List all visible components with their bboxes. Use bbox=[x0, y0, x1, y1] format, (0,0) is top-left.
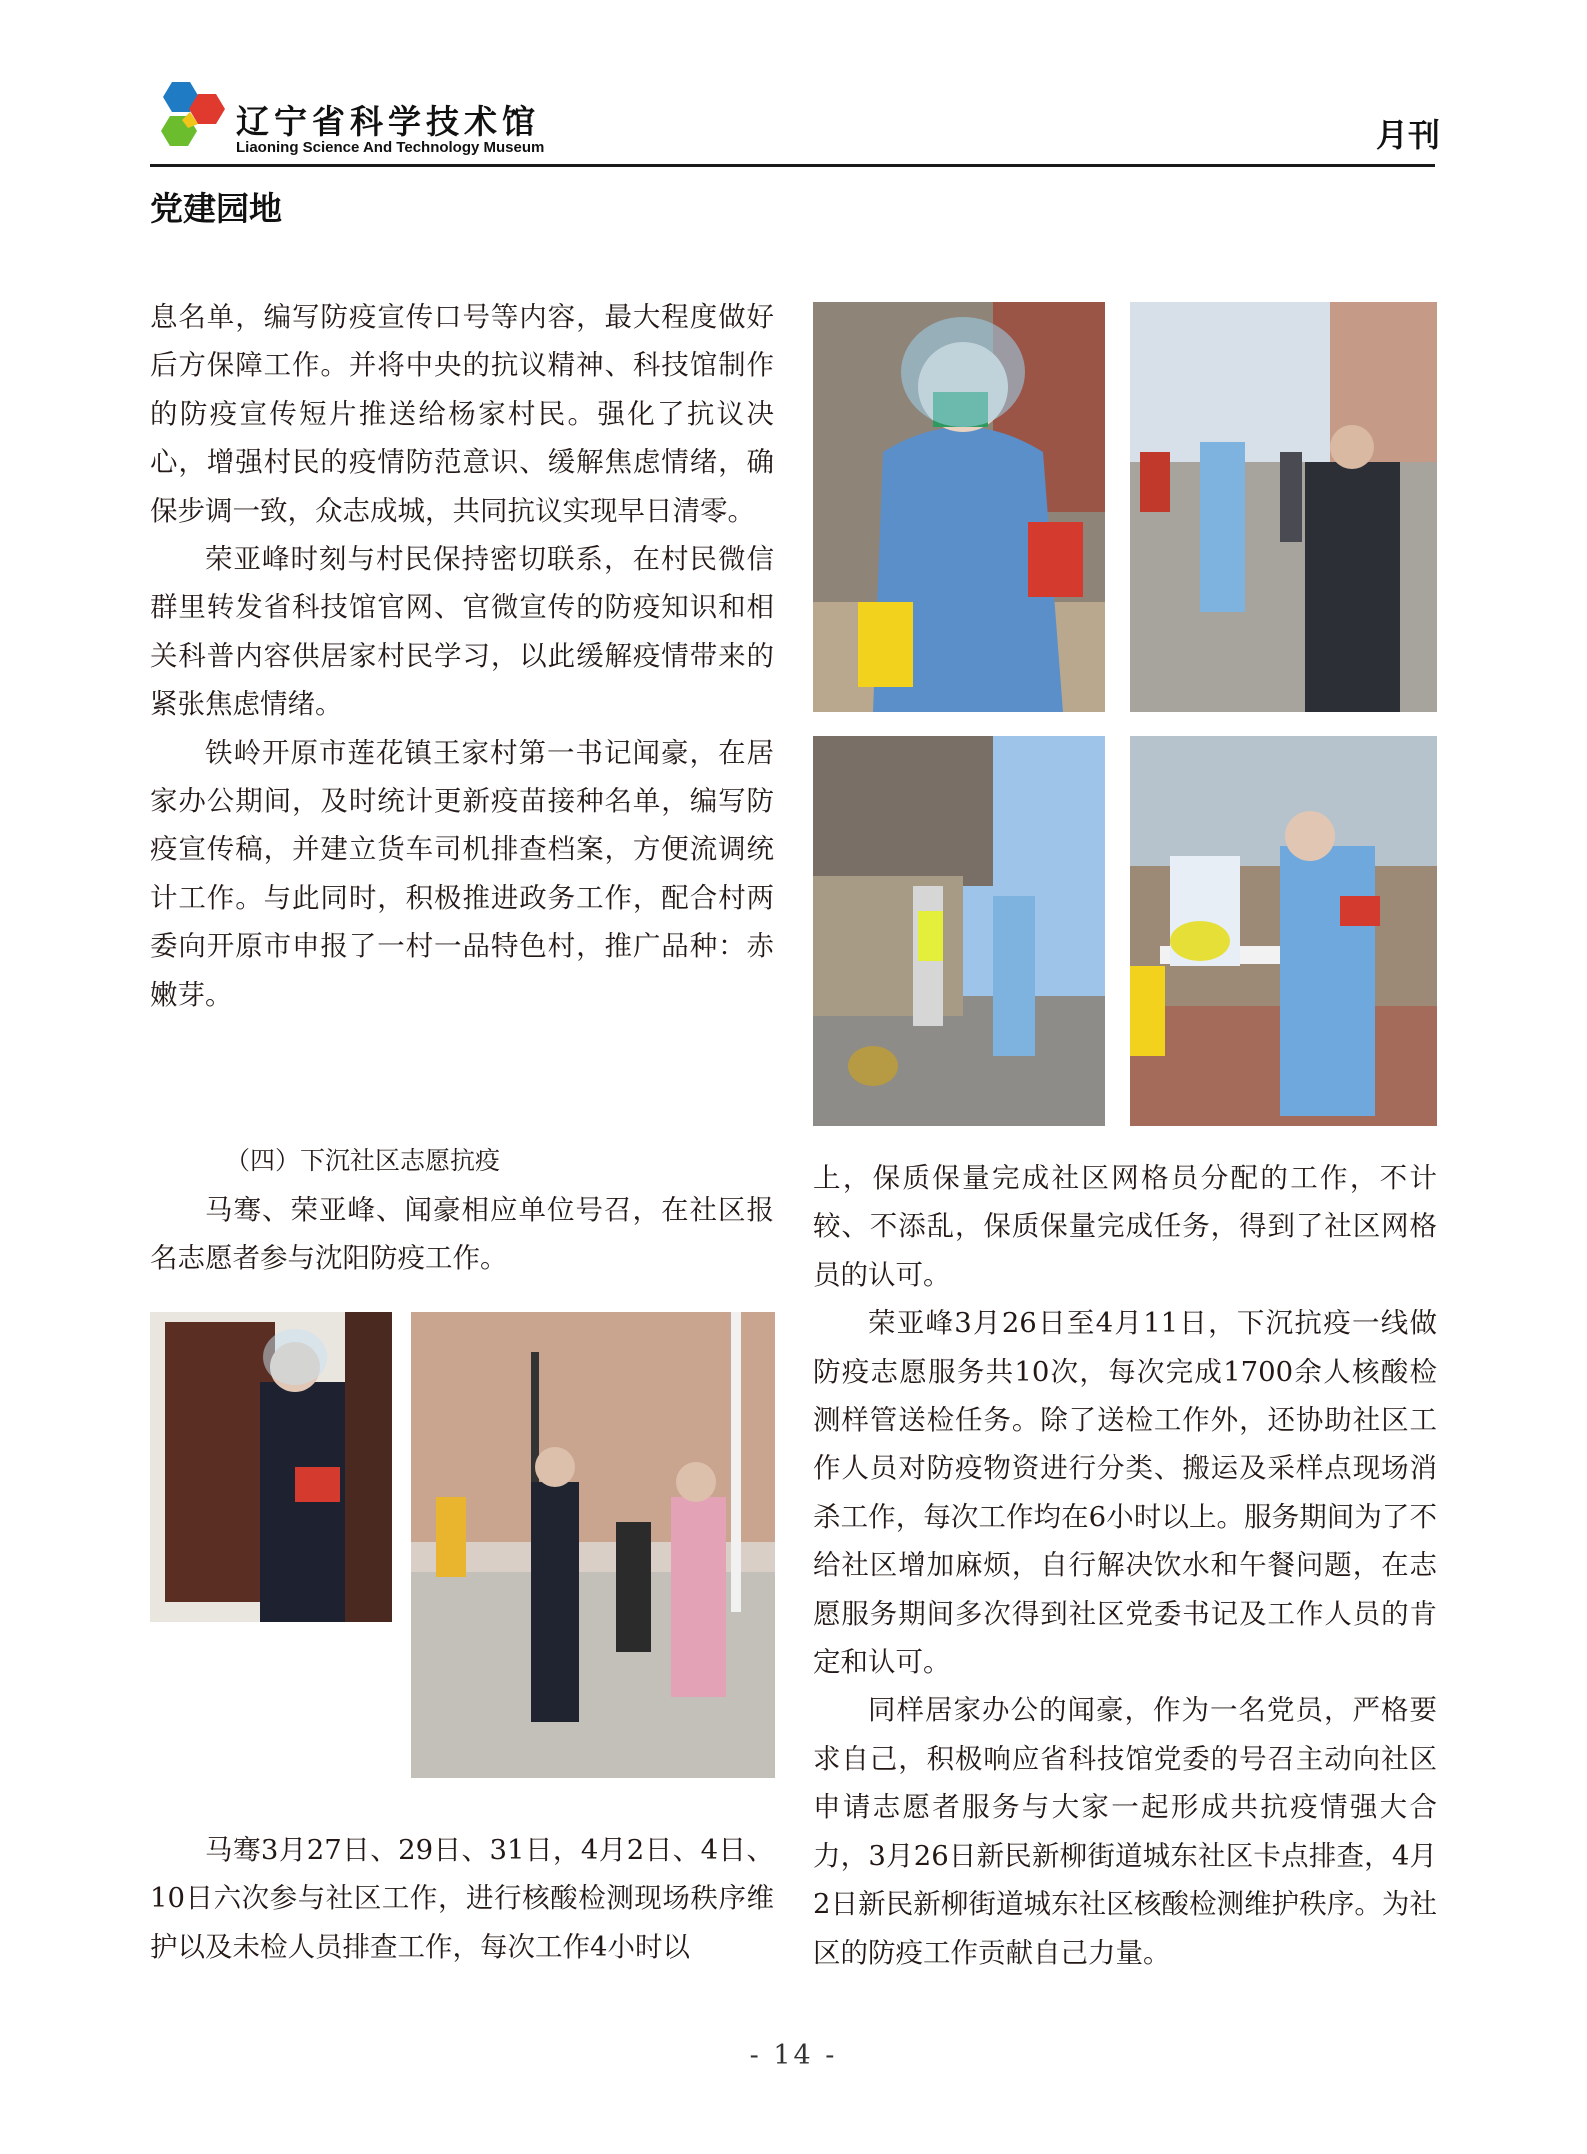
org-name-en: Liaoning Science And Technology Museum bbox=[236, 139, 545, 156]
publication-label: 月刊 bbox=[1376, 116, 1441, 154]
photo-street-volunteers bbox=[1130, 302, 1437, 712]
paragraph: 上，保质保量完成社区网格员分配的工作，不计较、不添乱，保质保量完成任务，得到了社区网格员的认可。 bbox=[813, 1162, 1437, 1291]
photo-courtyard-volunteers bbox=[411, 1312, 775, 1778]
page-number: - 14 - bbox=[749, 2040, 838, 2071]
header-divider bbox=[150, 164, 1435, 167]
paragraph: 马骞3月27日、29日、31日，4月2日、4日、10日六次参与社区工作，进行核酸检测现场秩序维护以及未检人员排查工作，每次工作4小时以 bbox=[150, 1834, 774, 1963]
paragraph: 马骞、荣亚峰、闻豪相应单位号召，在社区报名志愿者参与沈阳防疫工作。 bbox=[150, 1194, 774, 1275]
org-name-cn: 辽宁省科学技术馆 bbox=[236, 102, 540, 141]
left-text-middle bbox=[150, 1106, 774, 1283]
paragraph: 息名单，编写防疫宣传口号等内容，最大程度做好后方保障工作。并将中央的抗议精神、科技馆制作的防疫宣传短片推送给杨家村民。强化了抗议决心，增强村民的疫情防范意识、缓解焦虑情绪，确保步调一致，众志成城，共同抗议实现早日清零。 bbox=[150, 301, 774, 527]
paragraph: 同样居家办公的闻豪，作为一名党员，严格要求自己，积极响应省科技馆党委的号召主动向社区申请志愿者服务与大家一起形成共抗疫情强大合力，3月26日新民新柳街道城东社区卡点排查，4月2日新民新柳街道城东社区核酸检测维护秩序。为社区的防疫工作贡献自己力量。 bbox=[813, 1694, 1437, 1969]
photo-vehicle-handover bbox=[813, 736, 1105, 1126]
paragraph: 荣亚峰时刻与村民保持密切联系，在村民微信群里转发省科技馆官网、官微宣传的防疫知识和相关科普内容供居家村民学习，以此缓解疫情带来的紧张焦虑情绪。 bbox=[150, 543, 774, 721]
museum-logo-icon bbox=[150, 80, 230, 160]
right-text bbox=[813, 1154, 1437, 1977]
photo-volunteer-armband bbox=[813, 302, 1105, 712]
photo-testing-station bbox=[1130, 736, 1437, 1126]
subheading: （四）下沉社区志愿抗疫 bbox=[225, 1146, 501, 1175]
left-text-bottom bbox=[150, 1826, 774, 1971]
section-title: 党建园地 bbox=[150, 189, 282, 228]
paragraph: 荣亚峰3月26日至4月11日，下沉抗疫一线做防疫志愿服务共10次，每次完成1700余人核酸检测样管送检任务。除了送检工作外，还协助社区工作人员对防疫物资进行分类、搬运及采样点现场消杀工作，每次工作均在6小时以上。服务期间为了不给社区增加麻烦，自行解决饮水和午餐问题，在志愿服务期间多次得到社区党委书记及工作人员的肯定和认可。 bbox=[813, 1307, 1437, 1679]
paragraph: 铁岭开原市莲花镇王家村第一书记闻豪，在居家办公期间，及时统计更新疫苗接种名单，编写防疫宣传稿，并建立货车司机排查档案，方便流调统计工作。与此同时，积极推进政务工作，配合村两委向开原市申报了一村一品特色村，推广品种：赤嫩芽。 bbox=[150, 736, 774, 1011]
photo-door-knocking bbox=[150, 1312, 392, 1622]
left-text-top bbox=[150, 293, 774, 1019]
